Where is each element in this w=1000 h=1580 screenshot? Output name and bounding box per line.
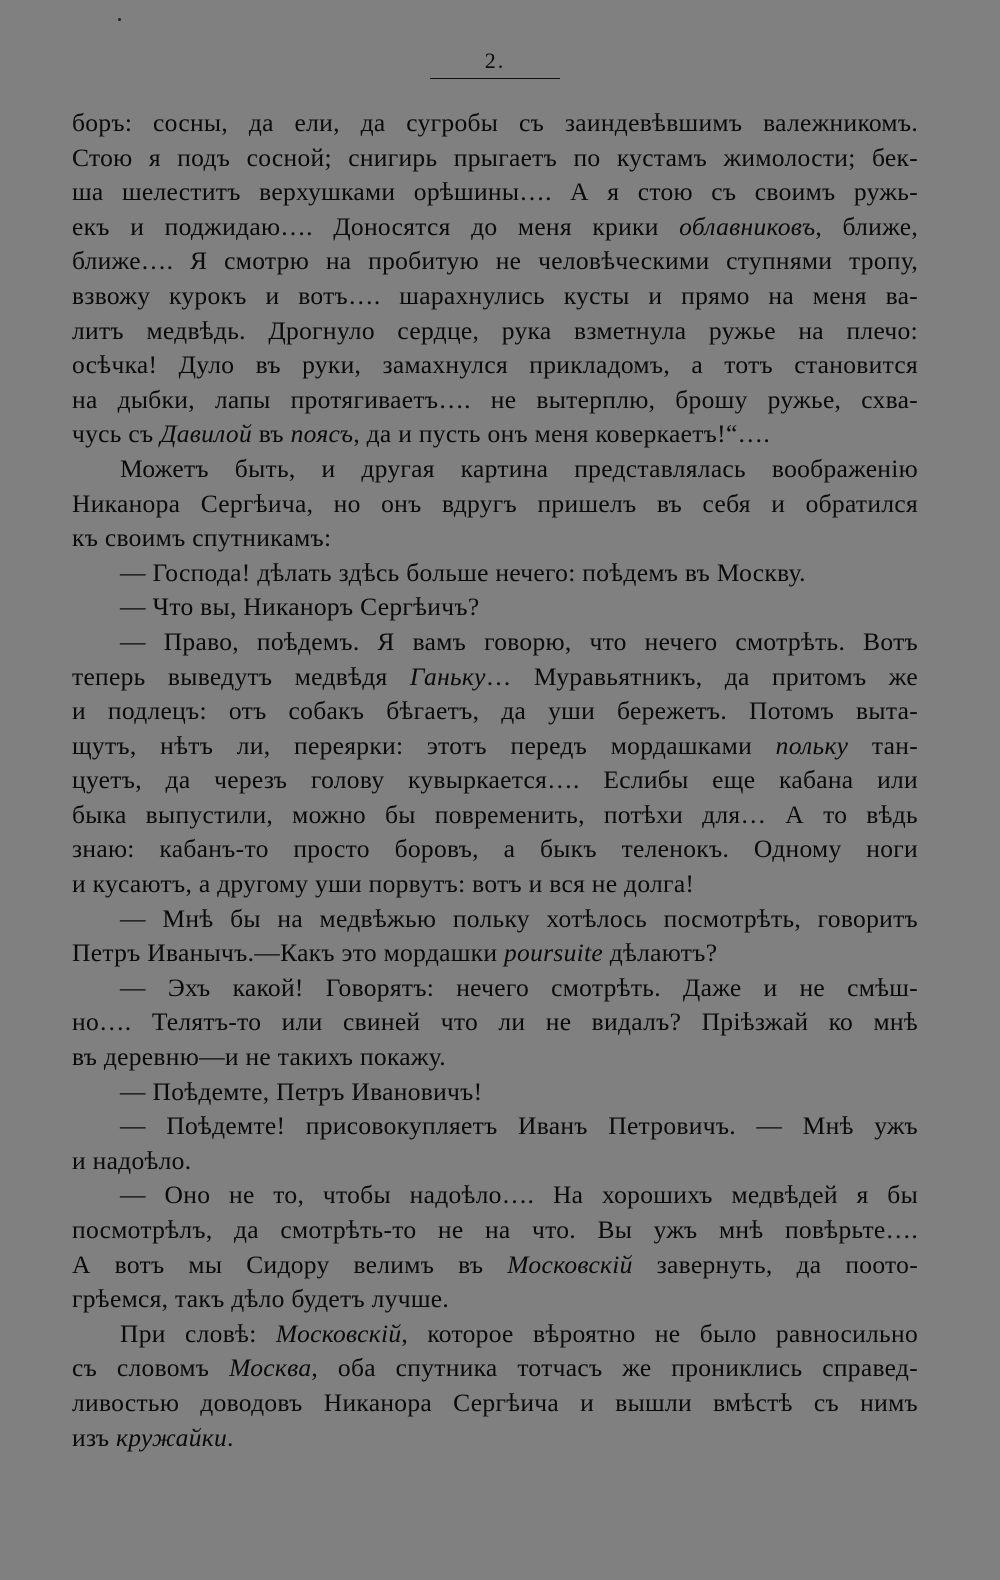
page-header <box>430 48 560 74</box>
text-line: ша шелеститъ верхушками орѣшины…. А я стою съ своимъ ружь- <box>72 177 918 207</box>
text-line: но…. Телятъ-то или свиней что ли не видалъ? Пріѣзжай ко мнѣ <box>72 1007 918 1037</box>
page-number: 2. <box>484 48 506 73</box>
text-line: щутъ, нѣтъ ли, переярки: этотъ передъ мордашками польку тан- <box>72 730 918 760</box>
text-line: знаю: кабанъ-то просто боровъ, а быкъ теленокъ. Одному ноги <box>72 834 918 864</box>
text-line: литъ медвѣдь. Дрогнуло сердце, рука взметнула ружье на плечо: <box>72 315 918 345</box>
paragraph <box>72 1075 918 1110</box>
text-line: боръ: сосны, да ели, да сугробы съ заиндевѣвшимъ валежникомъ. <box>72 108 918 137</box>
text-line: — Поѣдемте! присовокупляетъ Иванъ Петровичъ. — Мнѣ ужъ <box>120 1111 918 1141</box>
text-line: теперь выведутъ медвѣдя Ганьку… Муравьятникъ, да притомъ же <box>72 661 918 691</box>
text-line: изъ кружайки. <box>72 1422 234 1452</box>
text-line: ближе…. Я смотрю на пробитую не человѣческими ступнями тропу, <box>72 246 918 276</box>
text-line: При словѣ: Московскій, которое вѣроятно не было равносильно <box>120 1318 918 1348</box>
text-line: съ словомъ Москва, оба спутника тотчасъ же прониклись справед- <box>72 1353 918 1383</box>
text-line: осѣчка! Дуло въ руки, замахнулся прикладомъ, а тотъ становится <box>72 350 918 380</box>
paragraph <box>72 1178 918 1316</box>
text-line: посмотрѣлъ, да смотрѣть-то не на что. Вы ужъ мнѣ повѣрьте…. <box>72 1215 918 1244</box>
text-line: екъ и поджидаю…. Доносятся до меня крики облавниковъ, ближе, <box>72 211 918 241</box>
paragraph <box>72 625 918 902</box>
paragraph <box>72 452 918 556</box>
text-line: — Господа! дѣлать здѣсь больше нечего: поѣдемъ въ Москву. <box>120 557 806 587</box>
paragraph <box>72 971 918 1075</box>
text-line: грѣемся, такъ дѣло будетъ лучше. <box>72 1284 450 1314</box>
text-line: Никанора Сергѣича, но онъ вдругъ пришелъ въ себя и обратился <box>72 488 918 518</box>
text-line: и кусаютъ, а другому уши порвутъ: вотъ и вся не долга! <box>72 869 695 899</box>
text-line: Можетъ быть, и другая картина представлялась воображенію <box>120 453 918 483</box>
text-line: — Оно не то, чтобы надоѣло…. На хорошихъ медвѣдей я бы <box>120 1180 918 1210</box>
paragraph <box>72 106 918 452</box>
text-line: Стою я подъ сосной; снигирь прыгаетъ по кустамъ жимолости; бек- <box>72 142 918 172</box>
text-line: — Мнѣ бы на медвѣжью польку хотѣлось посмотрѣть, говоритъ <box>120 903 918 933</box>
paragraph <box>72 1109 918 1178</box>
text-line: на дыбки, лапы протягиваетъ…. не вытерплю, брошу ружье, схва- <box>72 384 918 414</box>
text-line: и подлецъ: отъ собакъ бѣгаетъ, да уши бережетъ. Потомъ выта- <box>72 696 918 726</box>
print-speck <box>118 18 121 21</box>
header-rule <box>430 78 560 79</box>
paragraph <box>72 902 918 971</box>
text-line: — Что вы, Никаноръ Сергѣичъ? <box>120 592 480 622</box>
paragraph <box>72 1317 918 1455</box>
text-line: и надоѣло. <box>72 1145 192 1175</box>
text-line: цуетъ, да черезъ голову кувыркается…. Еслибы еще кабана или <box>72 765 918 795</box>
text-line: ливостью доводовъ Никанора Сергѣича и вышли вмѣстѣ съ нимъ <box>72 1387 918 1417</box>
text-line: въ деревню—и не такихъ покажу. <box>72 1042 446 1072</box>
text-line: — Право, поѣдемъ. Я вамъ говорю, что нечего смотрѣть. Вотъ <box>120 626 918 656</box>
text-line: взвожу курокъ и вотъ…. шарахнулись кусты и прямо на меня ва- <box>72 280 918 310</box>
paragraph <box>72 590 918 625</box>
text-line: чусь съ Давилой въ поясъ, да и пусть онъ меня коверкаетъ!“…. <box>72 419 771 449</box>
text-line: Петръ Иванычъ.—Какъ это мордашки poursuite дѣлаютъ? <box>72 938 718 968</box>
body-text <box>72 106 918 1455</box>
paragraph <box>72 556 918 591</box>
text-line: къ своимъ спутникамъ: <box>72 523 332 553</box>
text-line: быка выпустили, можно бы повременить, потѣхи для… А то вѣдь <box>72 799 918 829</box>
text-line: А вотъ мы Сидору велимъ въ Московскій завернуть, да поото- <box>72 1249 918 1279</box>
text-line: — Поѣдемте, Петръ Ивановичъ! <box>120 1076 483 1106</box>
text-line: — Эхъ какой! Говорятъ: нечего смотрѣть. Даже и не смѣш- <box>120 972 918 1002</box>
